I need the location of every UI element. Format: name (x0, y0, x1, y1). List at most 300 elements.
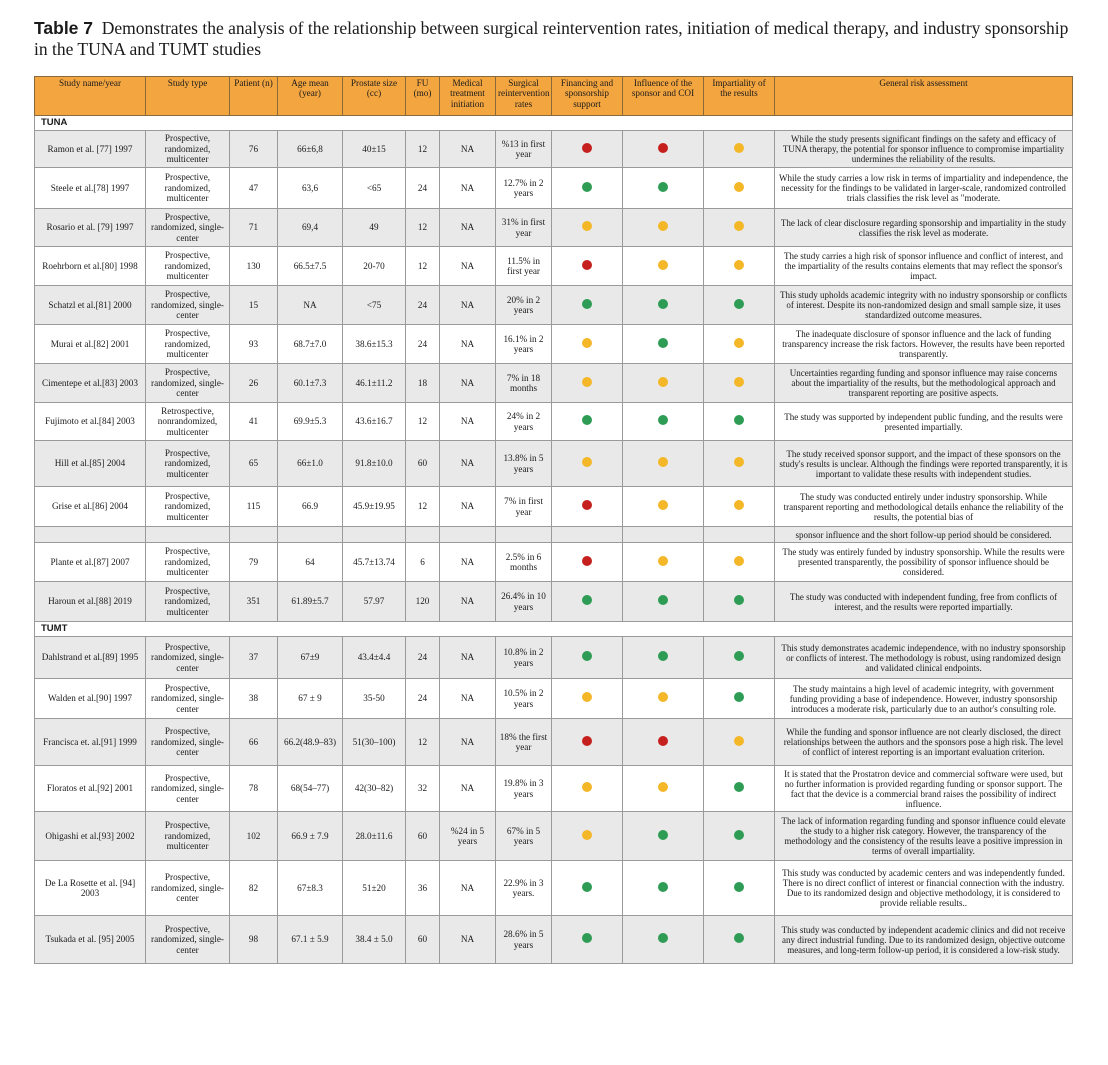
cell-inf (623, 441, 704, 487)
cell-risk: This study demonstrates academic independence, with no industry sponsorship or conflicts of interest. The methodology is robust, using randomized design and validated clinical endpoints. (775, 637, 1073, 679)
cell-type: Prospective, randomized, multicenter (146, 168, 230, 209)
rating-dot-green (658, 882, 668, 892)
rating-dot-green (658, 933, 668, 943)
cell-fin (552, 861, 623, 916)
cell-size: 38.6±15.3 (343, 325, 406, 364)
cell-size: <75 (343, 286, 406, 325)
cell-imp (704, 487, 775, 527)
cell-n: 79 (230, 543, 278, 582)
cell-imp (704, 209, 775, 247)
cell-type: Prospective, randomized, single-center (146, 637, 230, 679)
cell-imp (704, 637, 775, 679)
rating-dot-green (582, 882, 592, 892)
cell-med: NA (440, 916, 496, 964)
col-header-type: Study type (146, 77, 230, 116)
cell-fu: 12 (406, 719, 440, 766)
cell-study: Fujimoto et al.[84] 2003 (35, 403, 146, 441)
table-row (35, 861, 1073, 916)
table-row (35, 168, 1073, 209)
rating-dot-red (658, 736, 668, 746)
cell-study: Dahlstrand et al.[89] 1995 (35, 637, 146, 679)
rating-dot-yellow (582, 221, 592, 231)
rating-dot-green (658, 182, 668, 192)
rating-dot-green (734, 595, 744, 605)
cell-n: 37 (230, 637, 278, 679)
cell-size: <65 (343, 168, 406, 209)
cell-study: Francisca et. al.[91] 1999 (35, 719, 146, 766)
cell-inf (623, 286, 704, 325)
cell-reint: 10.8% in 2 years (496, 637, 552, 679)
cell-type: Prospective, randomized, single-center (146, 766, 230, 812)
cell-study: Hill et al.[85] 2004 (35, 441, 146, 487)
cell-med: NA (440, 168, 496, 209)
rating-dot-yellow (658, 556, 668, 566)
cell-risk: This study was conducted by independent academic clinics and did not receive any direct industrial funding. Due to its randomized design, objective outcome measures, and long-term follow-up period, it is considered a low-risk study. (775, 916, 1073, 964)
rating-dot-green (658, 415, 668, 425)
table-body (35, 116, 1073, 964)
table-row (35, 679, 1073, 719)
cell-fin (552, 766, 623, 812)
empty-cell (230, 527, 278, 543)
cell-inf (623, 719, 704, 766)
cell-n: 82 (230, 861, 278, 916)
rating-dot-yellow (582, 377, 592, 387)
cell-size: 57.97 (343, 582, 406, 622)
table-row (35, 582, 1073, 622)
cell-fin (552, 325, 623, 364)
cell-reint: 18% the first year (496, 719, 552, 766)
cell-study: Schatzl et al.[81] 2000 (35, 286, 146, 325)
cell-type: Prospective, randomized, multicenter (146, 812, 230, 861)
rating-dot-green (734, 299, 744, 309)
table-label: Table 7 (34, 18, 94, 38)
cell-type: Prospective, randomized, multicenter (146, 487, 230, 527)
col-header-fu: FU (mo) (406, 77, 440, 116)
cell-imp (704, 812, 775, 861)
rating-dot-green (734, 692, 744, 702)
table-row (35, 286, 1073, 325)
cell-age: 66.2(48.9–83) (278, 719, 343, 766)
table-row (35, 364, 1073, 403)
cell-risk: sponsor influence and the short follow-up period should be considered. (775, 527, 1073, 543)
cell-inf (623, 403, 704, 441)
cell-size: 40±15 (343, 131, 406, 168)
cell-risk: The study received sponsor support, and the impact of these sponsors on the study's results is unclear. Although the findings were reported transparently, it is important to validate these results with independent studies. (775, 441, 1073, 487)
cell-reint: 11.5% in first year (496, 247, 552, 286)
cell-risk: The study was conducted entirely under industry sponsorship. While transparent reporting and methodological details enhance the reliability of the results, the potential bias of (775, 487, 1073, 527)
cell-age: 66.5±7.5 (278, 247, 343, 286)
rating-dot-green (734, 933, 744, 943)
cell-age: 61.89±5.7 (278, 582, 343, 622)
cell-n: 38 (230, 679, 278, 719)
cell-n: 41 (230, 403, 278, 441)
cell-inf (623, 325, 704, 364)
cell-type: Prospective, randomized, single-center (146, 916, 230, 964)
table-row (35, 766, 1073, 812)
cell-study: Rosario et al. [79] 1997 (35, 209, 146, 247)
cell-risk: This study upholds academic integrity with no industry sponsorship or conflicts of interest. Despite its non-randomized design and small sample size, it uses standardized outcome measures. (775, 286, 1073, 325)
cell-med: NA (440, 637, 496, 679)
col-header-influence: Influence of the sponsor and COI (623, 77, 704, 116)
risk-table (34, 76, 1073, 964)
cell-study: Plante et al.[87] 2007 (35, 543, 146, 582)
cell-n: 76 (230, 131, 278, 168)
cell-reint: %13 in first year (496, 131, 552, 168)
table-row (35, 403, 1073, 441)
cell-inf (623, 916, 704, 964)
cell-imp (704, 766, 775, 812)
cell-fin (552, 403, 623, 441)
cell-type: Prospective, randomized, single-center (146, 209, 230, 247)
cell-fu: 6 (406, 543, 440, 582)
cell-reint: 13.8% in 5 years (496, 441, 552, 487)
cell-fu: 24 (406, 325, 440, 364)
rating-dot-green (582, 933, 592, 943)
table-caption (34, 18, 1084, 60)
table-row (35, 543, 1073, 582)
cell-size: 35-50 (343, 679, 406, 719)
cell-size: 51(30–100) (343, 719, 406, 766)
cell-risk: The study was conducted with independent funding, free from conflicts of interest, and the results were reported impartially. (775, 582, 1073, 622)
cell-fu: 24 (406, 679, 440, 719)
cell-size: 91.8±10.0 (343, 441, 406, 487)
cell-study: Steele et al.[78] 1997 (35, 168, 146, 209)
rating-dot-yellow (734, 457, 744, 467)
rating-dot-yellow (658, 457, 668, 467)
rating-dot-green (734, 415, 744, 425)
cell-imp (704, 131, 775, 168)
cell-size: 51±20 (343, 861, 406, 916)
cell-size: 42(30–82) (343, 766, 406, 812)
cell-imp (704, 325, 775, 364)
rating-dot-green (658, 595, 668, 605)
cell-inf (623, 131, 704, 168)
cell-age: 67±8.3 (278, 861, 343, 916)
cell-age: NA (278, 286, 343, 325)
table-row (35, 812, 1073, 861)
cell-fin (552, 168, 623, 209)
cell-study: Grise et al.[86] 2004 (35, 487, 146, 527)
rating-dot-yellow (734, 260, 744, 270)
cell-reint: 24% in 2 years (496, 403, 552, 441)
table-row (35, 247, 1073, 286)
cell-study: Ramon et al. [77] 1997 (35, 131, 146, 168)
cell-age: 67.1 ± 5.9 (278, 916, 343, 964)
cell-inf (623, 543, 704, 582)
cell-n: 78 (230, 766, 278, 812)
cell-age: 63,6 (278, 168, 343, 209)
cell-fu: 18 (406, 364, 440, 403)
col-header-reintervention: Surgical reintervention rates (496, 77, 552, 116)
table-row (35, 131, 1073, 168)
rating-dot-green (734, 651, 744, 661)
cell-n: 130 (230, 247, 278, 286)
cell-imp (704, 679, 775, 719)
rating-dot-green (734, 830, 744, 840)
cell-fu: 60 (406, 812, 440, 861)
rating-dot-green (582, 182, 592, 192)
cell-fin (552, 247, 623, 286)
cell-fu: 60 (406, 441, 440, 487)
cell-study: Ohigashi et al.[93] 2002 (35, 812, 146, 861)
cell-type: Prospective, randomized, single-center (146, 286, 230, 325)
cell-imp (704, 168, 775, 209)
section-title: TUNA (35, 116, 1073, 131)
cell-med: NA (440, 131, 496, 168)
cell-inf (623, 861, 704, 916)
cell-age: 66.9 (278, 487, 343, 527)
rating-dot-yellow (658, 221, 668, 231)
rating-dot-yellow (734, 556, 744, 566)
cell-type: Prospective, randomized, single-center (146, 679, 230, 719)
col-header-size: Prostate size (cc) (343, 77, 406, 116)
table-row (35, 209, 1073, 247)
cell-fu: 12 (406, 247, 440, 286)
cell-med: NA (440, 582, 496, 622)
cell-size: 46.1±11.2 (343, 364, 406, 403)
cell-age: 69,4 (278, 209, 343, 247)
cell-type: Prospective, randomized, single-center (146, 861, 230, 916)
cell-imp (704, 582, 775, 622)
rating-dot-red (582, 736, 592, 746)
cell-size: 45.7±13.74 (343, 543, 406, 582)
rating-dot-yellow (734, 182, 744, 192)
cell-age: 66±1.0 (278, 441, 343, 487)
cell-med: %24 in 5 years (440, 812, 496, 861)
table-title: Demonstrates the analysis of the relationship between surgical reintervention rates, initiation of medical therapy, and industry sponsorship in the TUNA and TUMT studies (34, 18, 1069, 59)
cell-age: 68(54–77) (278, 766, 343, 812)
cell-fin (552, 916, 623, 964)
cell-study: Walden et al.[90] 1997 (35, 679, 146, 719)
cell-med: NA (440, 719, 496, 766)
cell-reint: 31% in first year (496, 209, 552, 247)
table-row (35, 719, 1073, 766)
rating-dot-yellow (734, 338, 744, 348)
cell-fu: 60 (406, 916, 440, 964)
rating-dot-yellow (658, 692, 668, 702)
table-row (35, 916, 1073, 964)
cell-reint: 10.5% in 2 years (496, 679, 552, 719)
empty-cell (623, 527, 704, 543)
cell-age: 69.9±5.3 (278, 403, 343, 441)
cell-fin (552, 582, 623, 622)
cell-reint: 12.7% in 2 years (496, 168, 552, 209)
rating-dot-red (658, 143, 668, 153)
table-row (35, 441, 1073, 487)
cell-risk: Uncertainties regarding funding and sponsor influence may raise concerns about the impartiality of the results, but the methodological approach and transparent reporting are positive aspects. (775, 364, 1073, 403)
empty-cell (496, 527, 552, 543)
rating-dot-green (658, 299, 668, 309)
col-header-medical: Medical treatment initiation (440, 77, 496, 116)
cell-n: 98 (230, 916, 278, 964)
rating-dot-yellow (658, 377, 668, 387)
cell-risk: It is stated that the Prostatron device and commercial software were used, but no further information is provided regarding funding or sponsor support. The fact that the device is a commercial brand raises the possibility of indirect influence. (775, 766, 1073, 812)
cell-risk: The study maintains a high level of academic integrity, with government funding providing a base of independence. However, industry sponsorship introduces a moderate risk, particularly due to an author's consulting role. (775, 679, 1073, 719)
cell-fin (552, 131, 623, 168)
cell-type: Prospective, randomized, multicenter (146, 543, 230, 582)
cell-med: NA (440, 543, 496, 582)
rating-dot-yellow (658, 500, 668, 510)
cell-type: Prospective, randomized, multicenter (146, 582, 230, 622)
cell-type: Prospective, randomized, multicenter (146, 247, 230, 286)
empty-cell (704, 527, 775, 543)
cell-inf (623, 209, 704, 247)
rating-dot-green (582, 415, 592, 425)
cell-med: NA (440, 487, 496, 527)
cell-n: 93 (230, 325, 278, 364)
cell-imp (704, 286, 775, 325)
cell-risk: While the funding and sponsor influence are not clearly disclosed, the direct relationships between the authors and the sponsors pose a high risk. The level of conflict of interest reporting is an important evaluation criterion. (775, 719, 1073, 766)
cell-size: 45.9±19.95 (343, 487, 406, 527)
cell-imp (704, 441, 775, 487)
cell-n: 65 (230, 441, 278, 487)
cell-reint: 26.4% in 10 years (496, 582, 552, 622)
cell-fin (552, 812, 623, 861)
col-header-risk: General risk assessment (775, 77, 1073, 116)
cell-inf (623, 637, 704, 679)
empty-cell (146, 527, 230, 543)
cell-med: NA (440, 325, 496, 364)
cell-imp (704, 861, 775, 916)
cell-n: 102 (230, 812, 278, 861)
cell-reint: 20% in 2 years (496, 286, 552, 325)
empty-cell (552, 527, 623, 543)
rating-dot-green (582, 651, 592, 661)
cell-med: NA (440, 441, 496, 487)
cell-age: 66.9 ± 7.9 (278, 812, 343, 861)
cell-risk: While the study carries a low risk in terms of impartiality and independence, the necessity for the findings to be validated in larger-scale, randomized controlled trials classifies the risk level as "moderate. (775, 168, 1073, 209)
cell-fin (552, 364, 623, 403)
cell-size: 43.4±4.4 (343, 637, 406, 679)
col-header-patient: Patient (n) (230, 77, 278, 116)
cell-risk: The inadequate disclosure of sponsor influence and the lack of funding transparency increase the risk factors. However, the results have been reported transparently. (775, 325, 1073, 364)
cell-fu: 36 (406, 861, 440, 916)
cell-reint: 67% in 5 years (496, 812, 552, 861)
cell-med: NA (440, 247, 496, 286)
cell-risk: This study was conducted by academic centers and was independently funded. There is no direct conflict of interest or financial connection with the industry. Due to its randomized design and objective methodology, it is considered to provide reliable results.. (775, 861, 1073, 916)
rating-dot-yellow (734, 500, 744, 510)
cell-imp (704, 543, 775, 582)
cell-size: 20-70 (343, 247, 406, 286)
cell-imp (704, 247, 775, 286)
cell-type: Retrospective, nonrandomized, multicenter (146, 403, 230, 441)
cell-fu: 24 (406, 637, 440, 679)
cell-fin (552, 719, 623, 766)
cell-reint: 7% in first year (496, 487, 552, 527)
cell-med: NA (440, 766, 496, 812)
table-row (35, 527, 1073, 543)
cell-size: 28.0±11.6 (343, 812, 406, 861)
cell-fin (552, 209, 623, 247)
table-row (35, 325, 1073, 364)
cell-n: 66 (230, 719, 278, 766)
col-header-financing: Financing and sponsorship support (552, 77, 623, 116)
cell-reint: 28.6% in 5 years (496, 916, 552, 964)
rating-dot-yellow (734, 377, 744, 387)
cell-risk: The study was supported by independent public funding, and the results were presented impartially. (775, 403, 1073, 441)
rating-dot-yellow (582, 830, 592, 840)
cell-inf (623, 487, 704, 527)
cell-age: 67±9 (278, 637, 343, 679)
rating-dot-green (734, 782, 744, 792)
cell-imp (704, 916, 775, 964)
cell-med: NA (440, 679, 496, 719)
cell-fin (552, 286, 623, 325)
cell-fu: 12 (406, 209, 440, 247)
section-row (35, 622, 1073, 637)
cell-study: Murai et al.[82] 2001 (35, 325, 146, 364)
cell-type: Prospective, randomized, single-center (146, 364, 230, 403)
col-header-study: Study name/year (35, 77, 146, 116)
section-title: TUMT (35, 622, 1073, 637)
cell-fin (552, 441, 623, 487)
cell-study: Haroun et al.[88] 2019 (35, 582, 146, 622)
cell-size: 43.6±16.7 (343, 403, 406, 441)
rating-dot-yellow (582, 338, 592, 348)
rating-dot-yellow (734, 736, 744, 746)
cell-reint: 19.8% in 3 years (496, 766, 552, 812)
cell-imp (704, 364, 775, 403)
cell-inf (623, 364, 704, 403)
cell-size: 49 (343, 209, 406, 247)
cell-n: 47 (230, 168, 278, 209)
cell-type: Prospective, randomized, multicenter (146, 441, 230, 487)
cell-imp (704, 719, 775, 766)
rating-dot-yellow (582, 782, 592, 792)
cell-reint: 16.1% in 2 years (496, 325, 552, 364)
rating-dot-yellow (734, 143, 744, 153)
cell-reint: 22.9% in 3 years. (496, 861, 552, 916)
cell-med: NA (440, 403, 496, 441)
header-row (35, 77, 1073, 116)
cell-inf (623, 679, 704, 719)
cell-n: 351 (230, 582, 278, 622)
cell-inf (623, 766, 704, 812)
cell-age: 64 (278, 543, 343, 582)
cell-age: 68.7±7.0 (278, 325, 343, 364)
cell-fu: 32 (406, 766, 440, 812)
cell-inf (623, 247, 704, 286)
table-row (35, 487, 1073, 527)
rating-dot-yellow (582, 692, 592, 702)
cell-fu: 24 (406, 168, 440, 209)
cell-study: Roehrborn et al.[80] 1998 (35, 247, 146, 286)
cell-inf (623, 168, 704, 209)
cell-risk: The study carries a high risk of sponsor influence and conflict of interest, and the impartiality of the results contains elements that may reflect the sponsor's impact. (775, 247, 1073, 286)
cell-fu: 12 (406, 403, 440, 441)
col-header-age: Age mean (year) (278, 77, 343, 116)
cell-fin (552, 543, 623, 582)
cell-risk: The lack of information regarding funding and sponsor influence could elevate the study to a higher risk category. However, the transparency of the methodology and the consistency of the results leave a positive impression in terms of overall impartiality. (775, 812, 1073, 861)
empty-cell (35, 527, 146, 543)
cell-study: Tsukada et al. [95] 2005 (35, 916, 146, 964)
empty-cell (343, 527, 406, 543)
cell-med: NA (440, 286, 496, 325)
rating-dot-green (582, 299, 592, 309)
cell-n: 115 (230, 487, 278, 527)
cell-fu: 12 (406, 487, 440, 527)
cell-risk: The study was entirely funded by industry sponsorship. While the results were presented transparently, the possibility of sponsor influence should be considered. (775, 543, 1073, 582)
cell-fin (552, 637, 623, 679)
section-row (35, 116, 1073, 131)
rating-dot-red (582, 143, 592, 153)
cell-fin (552, 487, 623, 527)
empty-cell (440, 527, 496, 543)
cell-fu: 12 (406, 131, 440, 168)
cell-age: 67 ± 9 (278, 679, 343, 719)
rating-dot-yellow (658, 260, 668, 270)
cell-inf (623, 812, 704, 861)
